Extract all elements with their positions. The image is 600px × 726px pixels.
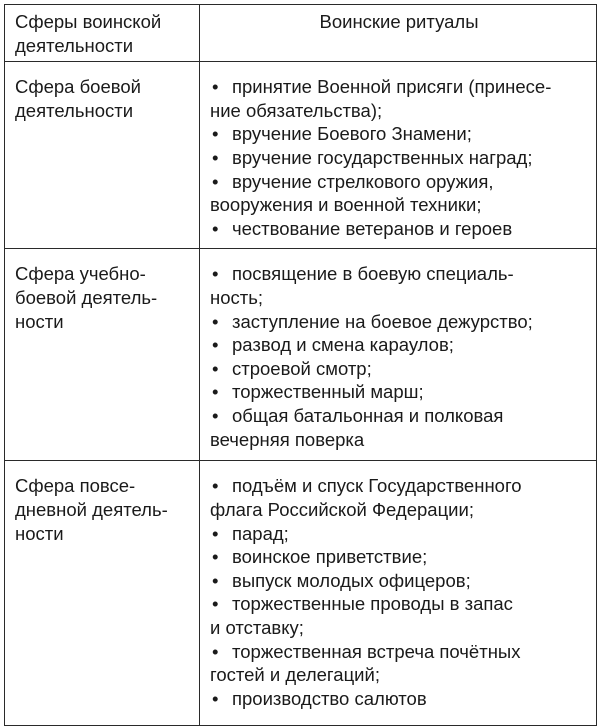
bullet-icon: • — [212, 217, 219, 239]
bullet-icon: • — [212, 170, 219, 192]
ritual-line — [210, 592, 588, 616]
rituals-cell — [200, 249, 597, 461]
ritual-line — [210, 569, 588, 593]
bullet-icon: • — [212, 357, 219, 379]
ritual-text: ние обязательства); — [210, 99, 383, 121]
rituals-cell — [200, 461, 597, 726]
ritual-line — [210, 687, 588, 711]
sphere-line: деятельности — [15, 99, 134, 121]
sphere-cell — [5, 62, 200, 249]
bullet-icon: • — [212, 263, 219, 285]
rituals-table — [4, 4, 597, 726]
ritual-line — [210, 310, 588, 334]
header-rituals — [200, 5, 597, 62]
ritual-line — [210, 333, 588, 357]
ritual-text: общая батальонная и полковая — [232, 404, 504, 426]
ritual-text: ность; — [210, 286, 264, 308]
ritual-text: торжественная встреча почётных — [232, 640, 521, 662]
sphere-line: Сфера боевой — [15, 76, 142, 98]
ritual-line — [210, 193, 588, 217]
table-header-row — [5, 5, 597, 62]
sphere-cell — [5, 461, 200, 726]
sphere-cell — [5, 249, 200, 461]
ritual-text: торжественные проводы в запас — [232, 593, 513, 615]
ritual-line — [210, 616, 588, 640]
bullet-icon: • — [212, 334, 219, 356]
ritual-text: парад; — [232, 522, 289, 544]
bullet-icon: • — [212, 123, 219, 145]
ritual-line — [210, 146, 588, 170]
table-row — [5, 249, 597, 461]
sphere-line: дневной деятель- — [15, 498, 168, 520]
ritual-text: развод и смена караулов; — [232, 334, 454, 356]
header-sphere-line: Сферы воинской — [15, 11, 162, 32]
header-rituals-line: Воинские ритуалы — [319, 11, 479, 32]
table-row — [5, 461, 597, 726]
table-row — [5, 62, 597, 249]
ritual-text: вручение государственных наград; — [232, 146, 533, 168]
ritual-text: торжественный марш; — [232, 381, 424, 403]
ritual-text: и отставку; — [210, 616, 304, 638]
ritual-text: вооружения и военной техники; — [210, 194, 482, 216]
bullet-icon: • — [212, 475, 219, 497]
ritual-text: вручение Боевого Знамени; — [232, 123, 472, 145]
sphere-line: ности — [15, 522, 64, 544]
ritual-line — [210, 286, 588, 310]
ritual-text: заступление на боевое дежурство; — [232, 310, 533, 332]
header-sphere-line: деятельности — [15, 34, 134, 56]
ritual-text: воинское приветствие; — [232, 546, 428, 568]
ritual-text: строевой смотр; — [232, 357, 372, 379]
ritual-line — [210, 75, 588, 99]
bullet-icon: • — [212, 546, 219, 568]
ritual-line — [210, 498, 588, 522]
bullet-icon: • — [212, 310, 219, 332]
ritual-text: чествование ветеранов и героев — [232, 217, 513, 239]
ritual-text: производство салютов — [232, 687, 427, 709]
ritual-text: флага Российской Федерации; — [210, 498, 474, 520]
header-sphere — [5, 5, 200, 62]
ritual-text: посвящение в боевую специаль- — [232, 263, 514, 285]
ritual-line — [210, 663, 588, 687]
ritual-line — [210, 640, 588, 664]
bullet-icon: • — [212, 593, 219, 615]
ritual-line — [210, 262, 588, 286]
bullet-icon: • — [212, 687, 219, 709]
sphere-line: боевой деятель- — [15, 286, 158, 308]
bullet-icon: • — [212, 569, 219, 591]
sphere-line: Сфера учебно- — [15, 263, 146, 285]
bullet-icon: • — [212, 404, 219, 426]
ritual-line — [210, 428, 588, 452]
ritual-text: вручение стрелкового оружия, — [232, 170, 494, 192]
ritual-text: принятие Военной присяги (принесе- — [232, 76, 552, 98]
sphere-line: Сфера повсе- — [15, 475, 136, 497]
ritual-line — [210, 380, 588, 404]
ritual-line — [210, 545, 588, 569]
ritual-line — [210, 170, 588, 194]
bullet-icon: • — [212, 146, 219, 168]
bullet-icon: • — [212, 381, 219, 403]
ritual-line — [210, 99, 588, 123]
ritual-line — [210, 217, 588, 241]
ritual-line — [210, 404, 588, 428]
ritual-text: подъём и спуск Государственного — [232, 475, 522, 497]
bullet-icon: • — [212, 522, 219, 544]
bullet-icon: • — [212, 640, 219, 662]
rituals-cell — [200, 62, 597, 249]
bullet-icon: • — [212, 76, 219, 98]
ritual-line — [210, 522, 588, 546]
ritual-line — [210, 357, 588, 381]
ritual-text: вечерняя поверка — [210, 428, 365, 450]
ritual-text: выпуск молодых офицеров; — [232, 569, 471, 591]
ritual-line — [210, 122, 588, 146]
ritual-line — [210, 474, 588, 498]
sphere-line: ности — [15, 310, 64, 332]
ritual-text: гостей и делегаций; — [210, 664, 380, 686]
